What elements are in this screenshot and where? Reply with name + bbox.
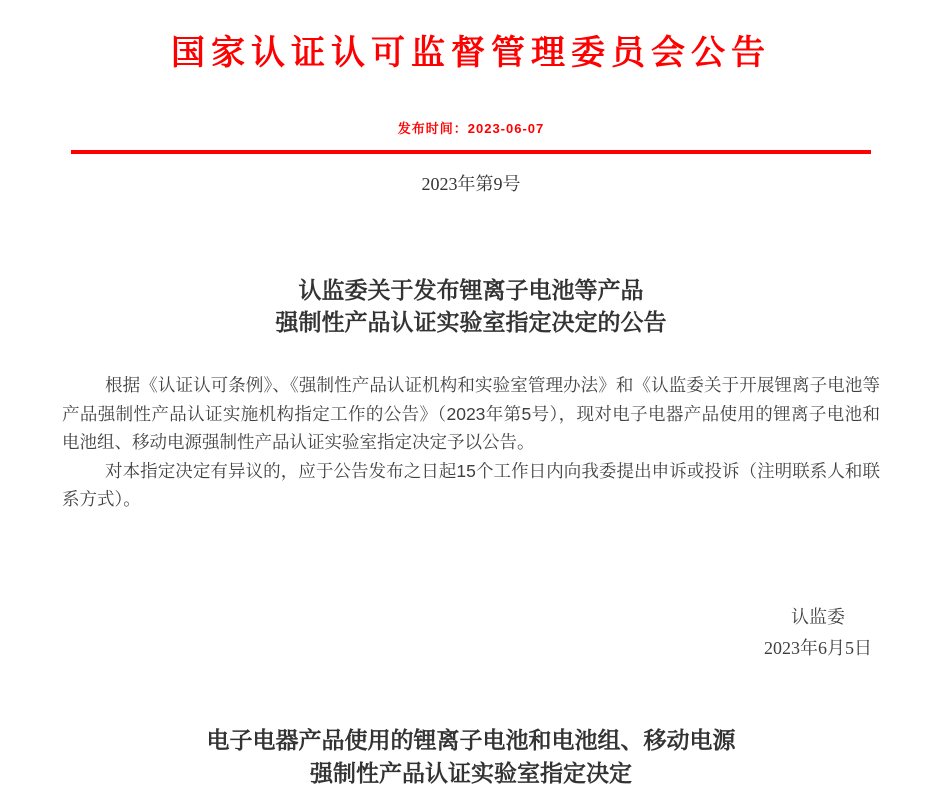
- attachment-title-line1: 电子电器产品使用的锂离子电池和电池组、移动电源: [206, 726, 736, 753]
- attachment-title: [0, 724, 942, 790]
- announcement-title-line2: 强制性产品认证实验室指定决定的公告: [275, 309, 667, 335]
- issue-number: 2023年第9号: [421, 174, 521, 194]
- signature-block: [713, 602, 923, 664]
- announcement-title: [0, 274, 942, 338]
- signature-issuer: 认监委: [791, 606, 845, 627]
- body-paragraph-2: 对本指定决定有异议的，应于公告发布之日起15个工作日内向我委提出申诉或投诉（注明联系人和联系方式）。: [62, 460, 880, 509]
- attachment-title-line2: 强制性产品认证实验室指定决定: [310, 759, 632, 786]
- announcement-body: [62, 371, 880, 514]
- announcement-title-line1: 认监委关于发布锂离子电池等产品: [298, 277, 644, 303]
- body-paragraph-1: 根据《认证认可条例》、《强制性产品认证机构和实验室管理办法》和《认监委关于开展锂离子电池等产品强制性产品认证实施机构指定工作的公告》（2023年第5号），现对电子电器产品使用的锂离子电池和电池组、移动电源强制性产品认证实验室指定决定予以公告。: [62, 375, 880, 452]
- red-divider: [71, 150, 871, 154]
- publish-time: 发布时间：2023-06-07: [397, 121, 545, 136]
- page-title: 国家认证认可监督管理委员会公告: [171, 34, 771, 72]
- signature-date: 2023年6月5日: [764, 637, 872, 658]
